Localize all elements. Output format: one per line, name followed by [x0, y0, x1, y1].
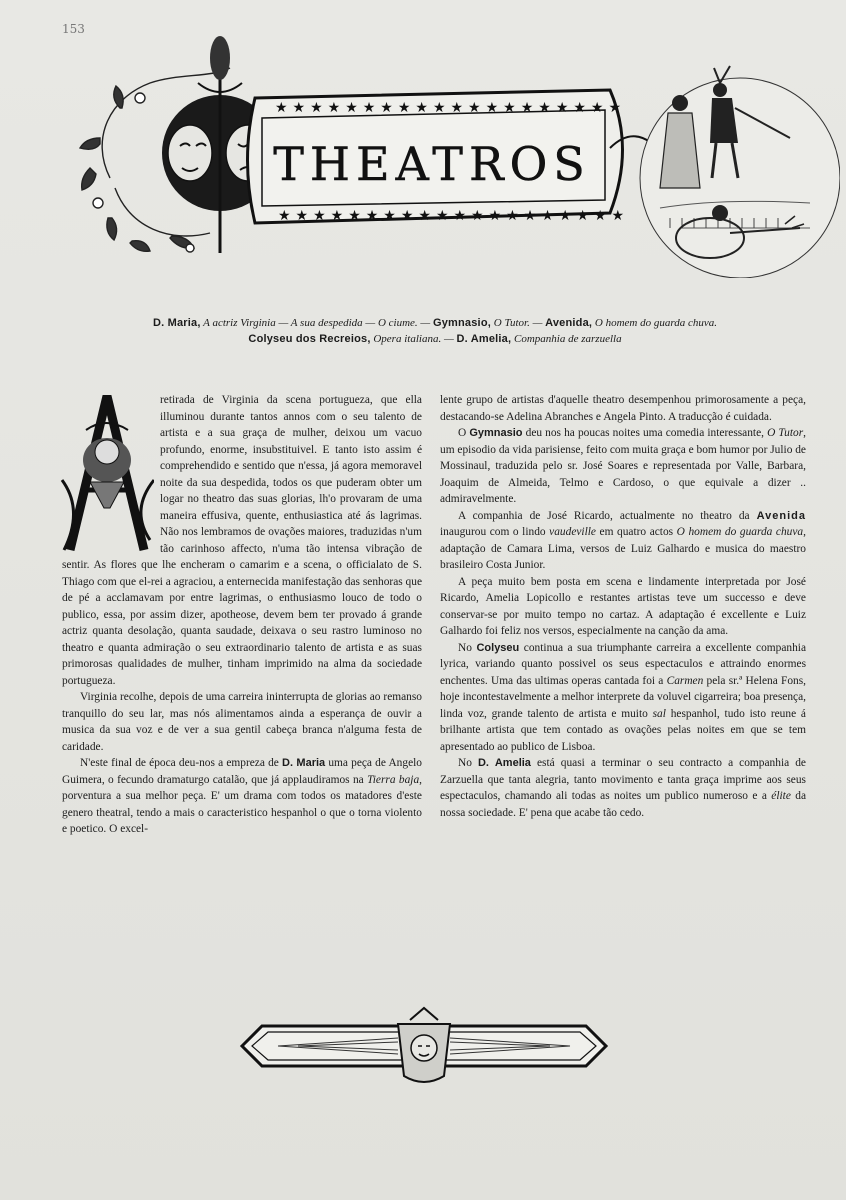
- summary-desc: O Tutor. —: [491, 317, 546, 329]
- theatros-masthead: [70, 28, 840, 278]
- theatre-name: Colyseu: [476, 641, 520, 654]
- closing-ornament-icon: [238, 1006, 610, 1088]
- paragraph: retirada de Virginia da scena portugueza, que ella illuminou durante tantos annos com o seu talento de artista e a sua graça de mulher, deixou um vacuo profundo, enorme, insubstituivel. E tanto isto assim é comprehendido e sentido que n'essa, já agora memoravel noite da sua despedida, todos os que puderam obter um logar no theatro das suas glorias, lh'o provaram de uma maneira effusiva, quente, enthusiastica até ás lagrimas. Não nos lembramos de ovações maiores, traduzidas n'um tão carinhoso affecto, n'uma tão intensa vibração de sentir. As flores que lhe encheram o camarim e a scena, o officialato de S. Thiago com que el-rei a agraciou, a enternecida manifestação das senhoras que de pé a acclamavam por entre lagrimas, o enthusiasmo louco de todo o publico, essa, por assim dizer, apotheose, devem bem ter provado á grande actriz quanta desolação, quanta saudade, deixava o seu rastro luminoso no theatro e quanta admiração o seu extraordinario talento de artista e as suas primorosas qualidades de mulher, tinham imprimido na alma da sociedade portugueza.: [62, 394, 422, 687]
- summary-theatre: Colyseu dos Recreios,: [248, 333, 371, 345]
- summary-desc: A actriz Virginia — A sua despedida — O ciume. —: [200, 317, 433, 329]
- play-title: O homem do guarda chuva: [676, 526, 804, 538]
- svg-text:★★★★★★★★★★★★★★★★★★★★: ★★★★★★★★★★★★★★★★★★★★: [275, 100, 627, 116]
- paragraph: N'este final de época deu-nos a empreza de D. Maria uma peça de Angelo Guimera, o fecundo dramaturgo catalão, que já applaudiramos na Tierra baja, porventura a sua melhor peça. E' um drama com todos os matadores d'este genero theatral, tendo a mais o caracteristico hespanhol o que o torna violento e poetico. O excel-: [62, 757, 423, 835]
- summary-desc: Opera italiana. —: [370, 333, 457, 345]
- theatre-name: Avenida: [756, 509, 806, 522]
- article-column-1: [62, 392, 422, 838]
- theatre-name: D. Amelia: [477, 757, 531, 769]
- summary-theatre: D. Maria,: [152, 317, 201, 329]
- paragraph: A companhia de José Ricardo, actualmente no theatro da Avenida inaugurou com o lindo vaudeville em quatro actos O homem do guarda chuva, adaptação de Camara Lima, versos de Luiz Galhardo e musica do maestro brasileiro Costa Junior.: [440, 509, 806, 571]
- theatre-name: Gymnasio: [469, 427, 523, 439]
- svg-text:★★★★★★★★★★★★★★★★★★★★: ★★★★★★★★★★★★★★★★★★★★: [278, 208, 630, 224]
- paragraph: O Gymnasio deu nos ha poucas noites uma comedia interessante, O Tutor, um episodio da vida parisiense, feito com muita graça e bom humor por Julio de Mossinaul, traduzida pelo sr. José Soares e representada por Valle, Barbara, Joaquim de Almeida, Telmo e Cardoso, o que equivale a dizer .. admiravelmente.: [440, 427, 806, 505]
- vignette-scene-icon: [640, 66, 840, 278]
- summary-desc: Companhia de zarzuella: [511, 333, 622, 345]
- summary-line-1: [90, 315, 780, 331]
- summary-desc: O homem do guarda chuva.: [592, 317, 718, 329]
- play-title: O Tutor: [767, 427, 804, 439]
- paragraph: lente grupo de artistas d'aquelle theatro desempenhou primorosamente a peça, destacando-se Adelina Abranches e Angela Pinto. A traducção é cuidada.: [440, 394, 806, 423]
- paragraph: A peça muito bem posta em scena e lindamente interpretada por José Ricardo, Amelia Lopicollo e restantes artistas teve um successo e deve conservar-se por muito tempo no cartaz. A adaptação é excellente e Luiz Galhardo foi feliz nos versos, especialmente na canção da ama.: [440, 575, 806, 637]
- masthead-title: THEATROS: [273, 137, 591, 191]
- article-summary: [90, 315, 780, 347]
- summary-theatre: Gymnasio,: [432, 317, 491, 329]
- page-number: 153: [62, 22, 85, 36]
- paragraph: No D. Amelia está quasi a terminar o seu contracto a companhia de Zarzuella que tanta alegria, tanto movimento e tanta graça imprime aos seus espectaculos, chamando ali todas as noites um publico numeroso e a élite da nossa sociedade. E' pena que acabe tão cedo.: [440, 757, 807, 819]
- paragraph: Virginia recolhe, depois de uma carreira ininterrupta de glorias ao remanso tranquillo do seu lar, mas nós alimentamos ainda a esperança de ouvir a musica da sua voz e de ver a sua gentil cabeça branca n'alguma festa de caridade.: [62, 691, 422, 753]
- article-column-2: [440, 392, 806, 821]
- theatre-name: D. Maria: [282, 757, 326, 769]
- dropcap-a-icon: [60, 390, 154, 556]
- summary-theatre: Avenida,: [545, 317, 593, 329]
- summary-line-2: [90, 331, 780, 347]
- summary-theatre: D. Amelia,: [456, 333, 512, 345]
- paragraph: No Colyseu continua a sua triumphante carreira a excellente companhia lyrica, variando quanto possivel os seus espectaculos e attraindo enormes enchentes. Uma das ultimas operas cantada foi a Carmen pela sr.ª Helena Fons, hoje incontestavelmente a melhor interprete da voluvel cigarreira; boa presença, linda voz, grande talento de artista e muito sal hespanhol, tudo isto reune á brilhante artista que tem contado as ovações pelas noites em que se tem apresentado ao publico de Lisboa.: [440, 641, 806, 753]
- play-title: Tierra baja: [367, 773, 420, 786]
